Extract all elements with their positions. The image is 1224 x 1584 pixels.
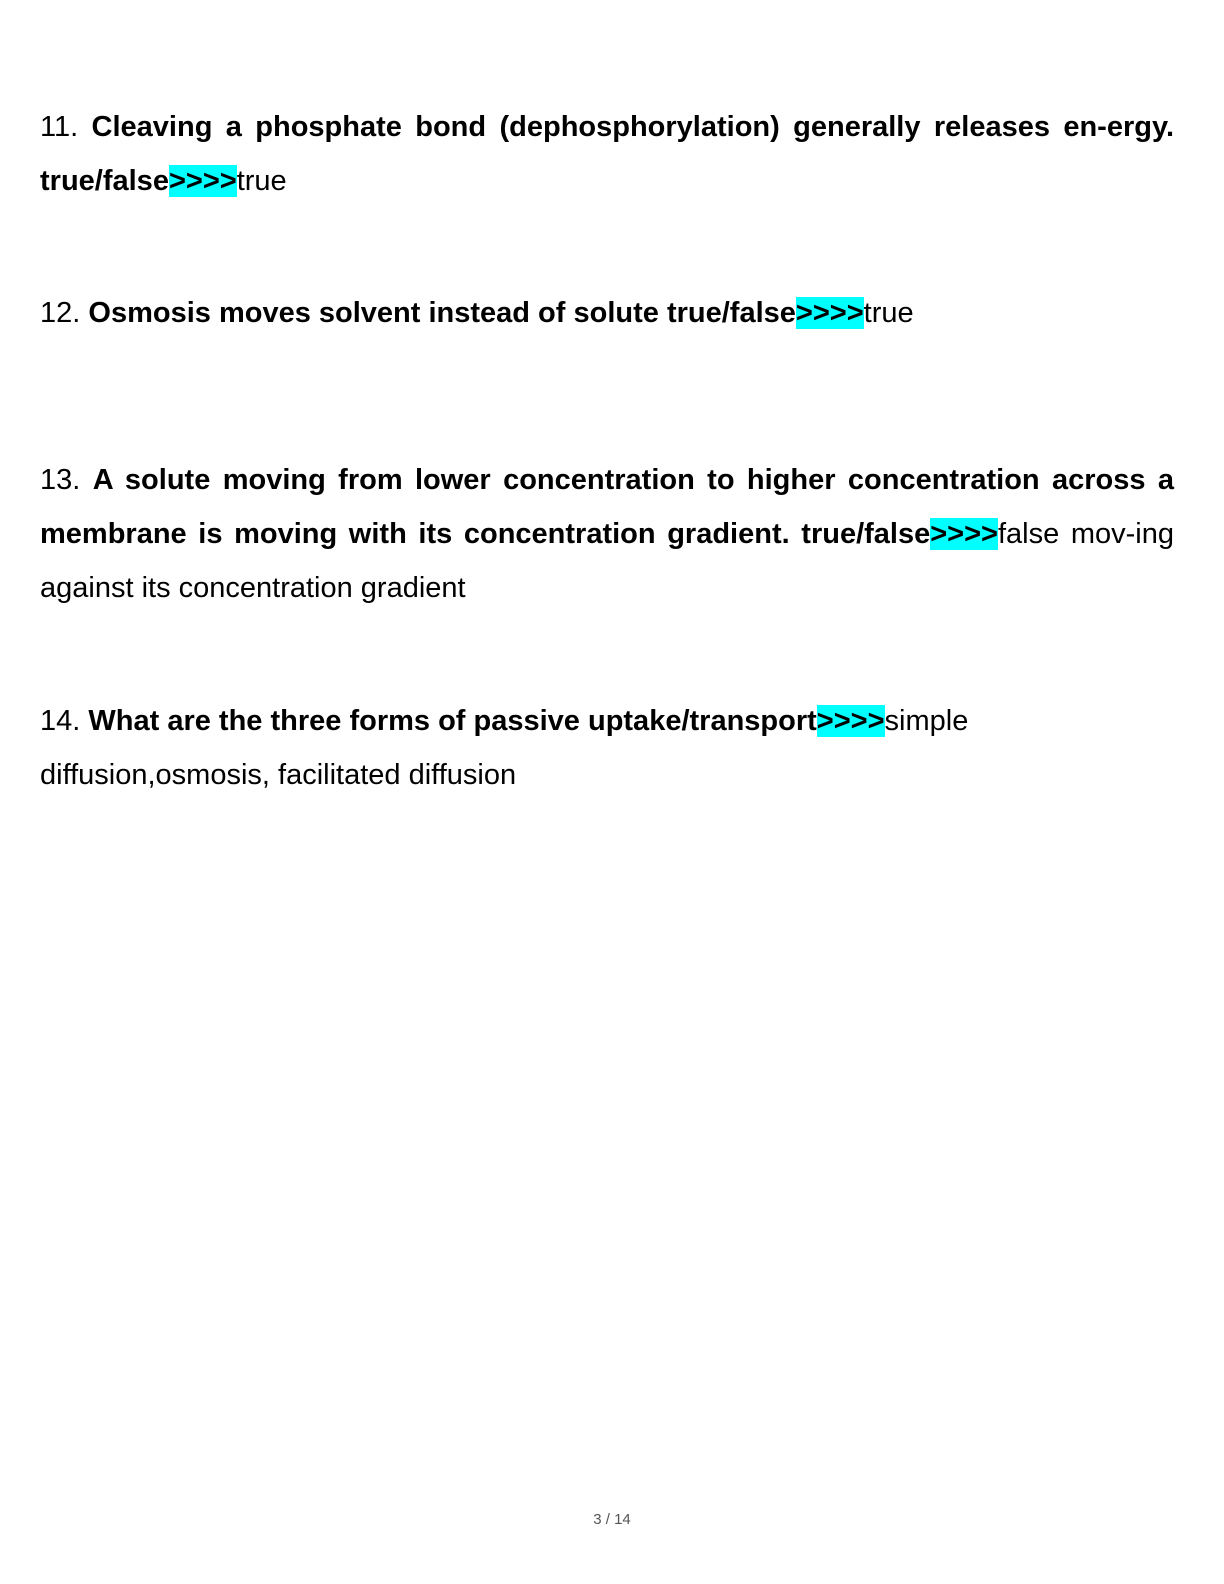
question-number: 14.: [40, 705, 81, 737]
answer-text: true: [863, 297, 914, 329]
answer-text: simple diffusion,osmosis, facilitated diffusion: [40, 705, 969, 791]
question-number: 11.: [40, 111, 79, 143]
page-number-footer: 3 / 14: [593, 1511, 631, 1528]
answer-arrows-highlight: >>>>: [168, 165, 237, 197]
question-12: [40, 286, 1174, 340]
question-text: A solute moving from lower concentration to higher concentration across a membrane is moving with its concentration gradient. true/false: [40, 464, 1174, 550]
question-14: [40, 694, 1174, 802]
question-number: 13.: [40, 464, 81, 496]
question-number: 12.: [40, 297, 81, 329]
answer-arrows-highlight: >>>>: [795, 297, 864, 329]
answer-arrows-highlight: >>>>: [816, 705, 885, 737]
question-13: [40, 453, 1174, 615]
question-text: Cleaving a phosphate bond (dephosphorylation) generally releases en-ergy. true/false: [40, 111, 1174, 197]
question-11: [40, 100, 1174, 208]
answer-text: true: [236, 165, 287, 197]
answer-text: false mov-ing against its concentration gradient: [40, 518, 1174, 604]
question-text: Osmosis moves solvent instead of solute true/false: [88, 297, 796, 329]
answer-arrows-highlight: >>>>: [930, 518, 998, 550]
question-text: What are the three forms of passive uptake/transport: [88, 705, 817, 737]
